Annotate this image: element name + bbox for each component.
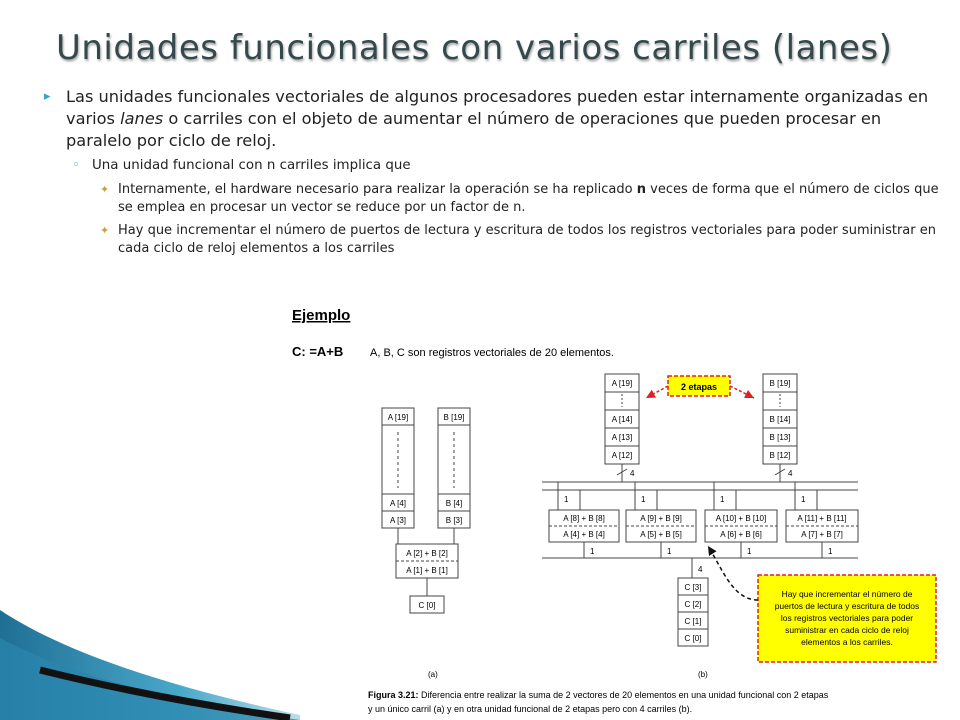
bullet-text: Las unidades funcionales vectoriales de algunos procesadores pueden estar internamente organizadas en varios <box>66 87 929 128</box>
figure-caption <box>368 690 829 700</box>
ports-callout-text: suministrar en cada ciclo de reloj <box>785 625 909 635</box>
four-lane-diagram <box>542 374 936 662</box>
sub-bullet-text: Una unidad funcional con n carriles implica que <box>92 158 411 173</box>
lane-width: 1 <box>564 495 569 504</box>
register-cell: A [14] <box>611 415 633 424</box>
star-bullet-icon: ✦ <box>100 183 110 196</box>
register-cell: A [19] <box>387 413 409 422</box>
pipeline-stage: A [2] + B [2] <box>406 549 448 558</box>
lane-stage: A [5] + B [5] <box>640 530 682 539</box>
sub-sub-bullet-item <box>44 181 944 217</box>
register-cell: A [12] <box>611 451 633 460</box>
sub-bullet-item <box>44 156 944 176</box>
ports-callout-text: los registros vectoriales para poder <box>780 613 914 623</box>
bullet-item <box>44 86 944 152</box>
lane-width: 1 <box>720 495 725 504</box>
pipeline-stage: A [1] + B [1] <box>406 566 448 575</box>
lane-stage: A [6] + B [6] <box>720 530 762 539</box>
sub-sub-bullet-text-end: veces de forma que el número de ciclos que se emplea en procesar un vector se reduce por un factor de n. <box>118 182 939 215</box>
lane-width: 1 <box>828 547 833 556</box>
lane <box>705 482 777 558</box>
lane-width: 1 <box>590 547 595 556</box>
register-cell: B [19] <box>443 413 465 422</box>
register-cell: B [4] <box>445 499 463 508</box>
register-cell: A [19] <box>611 379 633 388</box>
diagram-label: (a) <box>428 670 438 679</box>
circle-bullet-icon: ◦ <box>72 158 80 173</box>
ports-callout-text: elementos a los carriles. <box>801 637 893 647</box>
lane-stage: A [7] + B [7] <box>801 530 843 539</box>
figure-caption-line2: y un único carril (a) y en otra unidad funcional de 2 etapas pero con 4 carriles (b). <box>368 704 693 714</box>
register-cell: B [13] <box>769 433 791 442</box>
lane-stage: A [11] + B [11] <box>797 514 847 523</box>
lane-stage: A [8] + B [8] <box>563 514 605 523</box>
ports-callout-text: puertos de lectura y escritura de todos <box>774 601 920 611</box>
lane-width: 1 <box>801 495 806 504</box>
result-cell: C [2] <box>684 600 702 609</box>
register-cell: B [3] <box>445 516 463 525</box>
lane <box>786 482 858 558</box>
bus-width: 4 <box>630 469 635 478</box>
lane <box>549 482 619 558</box>
bullet-list <box>44 86 944 258</box>
lane-stage: A [4] + B [4] <box>563 530 605 539</box>
triangle-bullet-icon: ▸ <box>44 89 51 104</box>
bus-width: 4 <box>698 565 703 574</box>
star-bullet-icon: ✦ <box>100 224 110 237</box>
lane-width: 1 <box>747 547 752 556</box>
lane-stage: A [9] + B [9] <box>640 514 682 523</box>
sub-sub-bullet-bold: n <box>636 182 646 197</box>
sub-sub-bullet-item <box>44 222 944 258</box>
caption-text: Diferencia entre realizar la suma de 2 vectores de 20 elementos en una unidad funcional con 2 etapas <box>418 690 829 700</box>
example-heading: Ejemplo <box>292 307 351 324</box>
vector-lanes-figure <box>268 300 948 720</box>
lane-stage: A [10] + B [10] <box>715 514 767 523</box>
figure-description: A, B, C son registros vectoriales de 20 elementos. <box>370 347 614 359</box>
result-cell: C [0] <box>418 601 436 610</box>
stages-callout-text: 2 etapas <box>680 382 718 392</box>
ports-callout-text: Hay que incrementar el número de <box>781 589 913 599</box>
register-cell: A [3] <box>389 516 407 525</box>
diagram-label: (b) <box>698 670 708 679</box>
register-cell: B [14] <box>769 415 791 424</box>
sub-sub-bullet-text: Internamente, el hardware necesario para realizar la operación se ha replicado <box>118 182 637 197</box>
result-cell: C [1] <box>684 617 702 626</box>
result-cell: C [0] <box>684 634 702 643</box>
caption-label: Figura 3.21: <box>368 690 419 700</box>
slide-title: Unidades funcionales con varios carriles (lanes) <box>56 28 893 68</box>
bullet-text-end: o carriles con el objeto de aumentar el número de operaciones que pueden procesar en paralelo por ciclo de reloj. <box>66 109 882 150</box>
bus-width: 4 <box>788 469 793 478</box>
decorative-swoosh <box>0 590 300 720</box>
bullet-emphasis: lanes <box>120 109 164 128</box>
register-cell: A [13] <box>611 433 633 442</box>
lane <box>626 482 696 558</box>
register-cell: B [12] <box>769 451 791 460</box>
lane-width: 1 <box>641 495 646 504</box>
result-cell: C [3] <box>684 583 702 592</box>
formula: C: =A+B <box>292 344 344 359</box>
lane-width: 1 <box>667 547 672 556</box>
register-cell: B [19] <box>769 379 791 388</box>
sub-sub-bullet-text: Hay que incrementar el número de puertos de lectura y escritura de todos los registros vectoriales para poder suministrar en cada ciclo de reloj elementos a los carriles <box>118 223 936 256</box>
register-cell: A [4] <box>389 499 407 508</box>
single-lane-diagram <box>382 408 470 613</box>
